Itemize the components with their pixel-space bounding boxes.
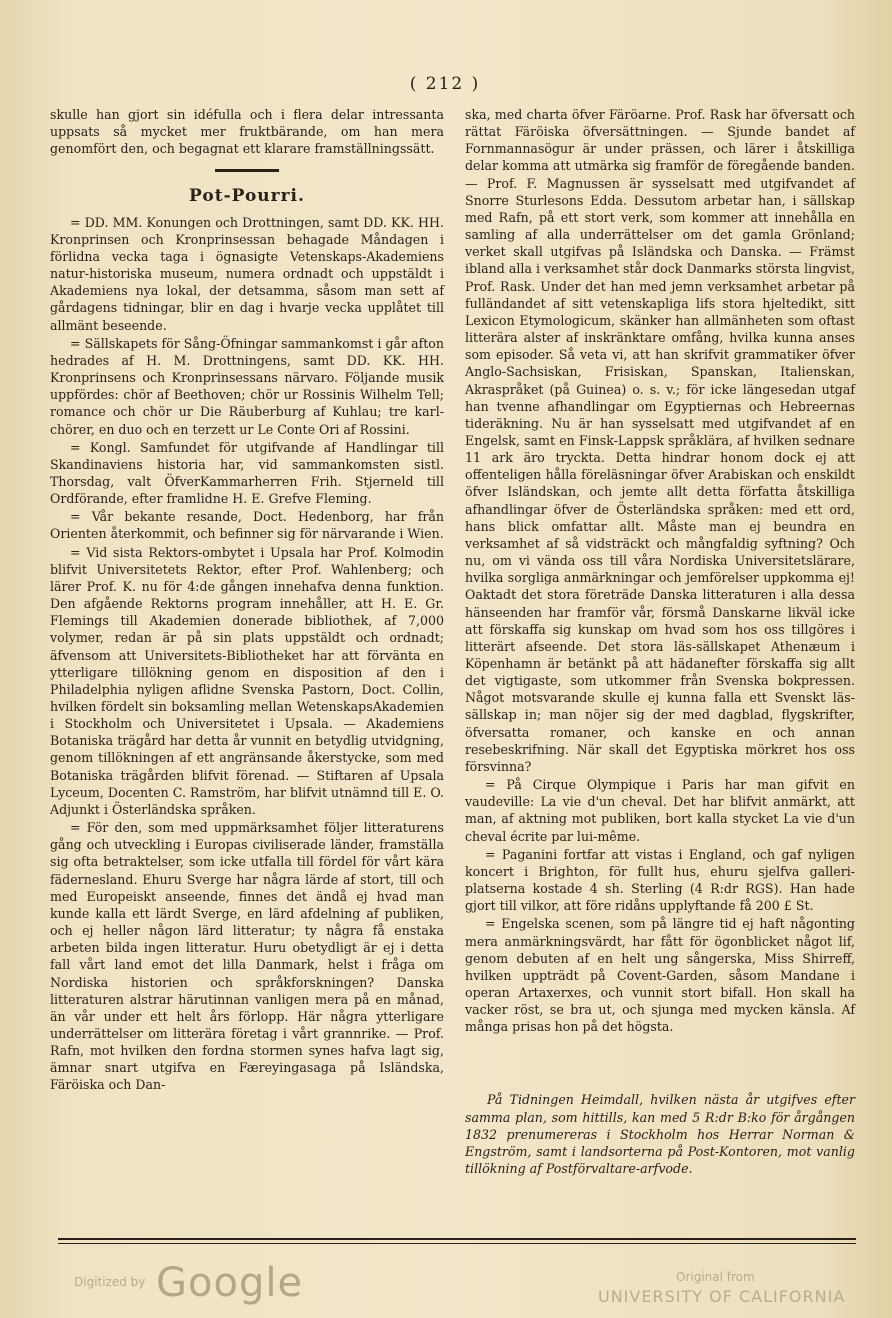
left-column (50, 106, 444, 1095)
article-paragraph: = För den, som med uppmärksamhet följer litteraturens gång och utveckling i Europas civiliserade länder, framställa sig ofta betraktelser, som icke utfalla till fördel för vårt kära fädernesland. Ehuru Sverge har några lärde af stort, till och med Europeiskt anseende, finnes det ändå ej hvad man kunde kalla ett lärdt Sverge, en lärd afdelning af publiken, och ej heller någon lärd litteratur; ty några få enstaka arbeten bilda ingen litteratur. Huru obetydligt är ej i detta fall vårt land emot det lilla Danmark, helst i fråga om Nordiska historien och språkforskningen? Danska litteraturen alstrar härutinnan vanligen mera på en månad, än vår under ett helt års förlopp. Här några ytterligare underrättelser om litterära företag i vårt grannrike. — Prof. Rafn, mot hvilken den fordna stormen synes hafva lagt sig, ämnar snart utgifva en Færeyingasaga på Isländska, Färöiska och Dan- (50, 820, 444, 1093)
bottom-rule (58, 1238, 856, 1240)
article-paragraph: = Paganini fortfar att vistas i England, och gaf nyligen koncert i Brighton, för fullt hus, ehuru sjelfva galleri-platserna kostade 4 sh. Sterling (4 R:dr RGS). Han hade gjort till vilkor, att före ridåns upplyftande få 200 £ St. (465, 846, 855, 914)
watermark-digitized-by: Digitized by (74, 1275, 146, 1289)
article-paragraph: = Vid sista Rektors-ombytet i Upsala har Prof. Kolmodin blifvit Universitetets Rektor, efter Prof. Wahlenberg; och lärer Prof. K. nu för 4:de gången innehafva denna funktion. Den afgående Rektorns program innehåller, att H. E. Gr. Flemings till Akademien donerade bibliothek, af 7,000 volymer, redan är på sin plats uppstäldt och ordnadt; äfvensom att Universitets-Bibliotheket har att förvänta en ytterligare tillökning genom en disposition af den i Philadelphia nyligen aflidne Svenska Pastorn, Doct. Collin, hvilken fördelt sin boksamling mellan WetenskapsAkademien i Stockholm och Universitetet i Upsala. — Akademiens Botaniska trägård har detta år vunnit en betydlig utvidgning, genom tillökningen af ett angränsande åkerstycke, som med Botaniska trägården blifvit förenad. — Stiftaren af Upsala Lyceum, Docenten C. Ramström, har blifvit utnämnd till E. O. Adjunkt i Österländska språken. (50, 544, 444, 817)
watermark-original-from: Original from (676, 1270, 755, 1284)
right-column (465, 106, 855, 1177)
article-paragraph: = Kongl. Samfundet för utgifvande af Handlingar till Skandinaviens historia har, vid sammankomsten sistl. Thorsdag, valt ÖfverKammarherren Frih. Stjerneld till Ordförande, efter framlidne H. E. Grefve Fleming. (50, 439, 444, 507)
intro-paragraph: skulle han gjort sin idéfulla och i flera delar intressanta uppsats så mycket mer fruktbärande, om han mera genomfört den, och begagnat ett klarare framställningssätt. (50, 107, 444, 157)
watermark-logo: Google (156, 1260, 304, 1306)
article-paragraph: = Vår bekante resande, Doct. Hedenborg, har från Orienten återkommit, och befinner sig för närvarande i Wien. (50, 509, 444, 542)
subscription-notice: På Tidningen Heimdall, hvilken nästa år utgifves efter samma plan, som hittills, kan med 5 R:dr B:ko för årgången 1832 prenumereras i Stockholm hos Herrar Norman & Engström, samt i landsorterna på Post-Kontoren, mot vanlig tillökning af Postförvaltare-arfvode. (465, 1092, 855, 1177)
article-paragraph: = Engelska scenen, som på längre tid ej haft någonting mera anmärkningsvärdt, har fått för ögonblicket något lif, genom debuten af en helt ung sångerska, Miss Shirreff, hvilken uppträdt på Covent-Garden, såsom Mandane i operan Artaxerxes, och vunnit stort bifall. Hon skall ha vacker röst, se bra ut, och sjunga med mycken känsla. Af många prisas hon på det högsta. (465, 916, 855, 1035)
section-divider (215, 169, 279, 172)
bottom-rule-thin (58, 1243, 856, 1244)
section-heading: Pot-Pourri. (189, 186, 305, 207)
watermark-source: UNIVERSITY OF CALIFORNIA (598, 1287, 846, 1306)
article-paragraph: = DD. MM. Konungen och Drottningen, samt DD. KK. HH. Kronprinsen och Kronprinsessan behagade Måndagen i förlidna vecka taga i ögnasigte Vetenskaps-Akademiens natur-historiska museum, numera ordnadt och uppstäldt i Akademiens nya lokal, der detsamma, såsom man sett af gårdagens tidningar, blir en dag i hvarje vecka upplåtet till allmänt beseende. (50, 214, 444, 333)
article-paragraph: ska, med charta öfver Färöarne. Prof. Rask har öfversatt och rättat Färöiska öfversättningen. — Sjunde bandet af Fornmannasögur är under prässen, och lärer i åtskilliga delar komma att utmärka sig framför de föregående banden. — Prof. F. Magnussen är sysselsatt med utgifvandet af Snorre Sturlesons Edda. Dessutom arbetar han, i sällskap med Rafn, på ett stort verk, som kommer att innehålla en samling af alla underrättelser om det gamla Grönland; verket skall utgifvas på Isländska och Danska. — Främst ibland alla i verksamhet står dock Danmarks största lingvist, Prof. Rask. Under det han med jemn verksamhet arbetar på fulländandet af sitt vetenskapliga lifs stora hjeltedikt, sitt Lexicon Etymologicum, skänker han allmänheten som oftast litterära alster af inskränktare omfång, hvilka kunna anses som episoder. Så veta vi, att han skrifvit grammatiker öfver Anglo-Sachsiskan, Frisiskan, Spanskan, Italienskan, Akraspråket (på Guinea) o. s. v.; för icke längesedan utgaf han tvenne afhandlingar om Egyptiernas och Hebreernas tideräkning. Nu är han sysselsatt med utgifvandet af en Engelsk, samt en Finsk-Lappsk språklära, af hvilken sednare 11 ark äro tryckta. Detta hindrar honom dock ej att offenteligen hålla föreläsningar öfver Arabiskan och enskildt öfver Isländskan, och jemte allt detta författa åtskilliga afhandlingar öfver de Österländska språken: med ett ord, hans blick omfattar allt. Måste man ej beundra en verksamhet af så vidsträckt och mångfaldig syftning? Och nu, om vi vända oss till våra Nordiska Universitetslärare, hvilka sorgliga anmärkningar och jemförelser uppkomma ej! Oaktadt det stora företräde Danska litteraturen i alla dessa hänseenden har framför vår, försmå Danskarne likväl icke att förskaffa sig kunskap om hvad som hos oss tillgöres i litterärt afseende. Det stora läs-sällskapet Athenæum i Köpenhamn är betänkt på att hädanefter förskaffa sig allt det vigtigaste, som utkommer från Svenska bokpressen. Något motsvarande skulle ej kunna falla ett Svenskt läs-sällskap in; man nöjer sig der med dagblad, flygskrifter, öfversatta romaner, och kanske en och annan resebeskrifning. När skall det Egyptiska mörkret hos oss försvinna? (465, 107, 855, 774)
article-paragraph: = Sällskapets för Sång-Öfningar sammankomst i går afton hedrades af H. M. Drottningens, samt DD. KK. HH. Kronprinsens och Kronprinsessans närvaro. Följande musik uppfördes: chör af Beethoven; chör ur Rossinis Wilhelm Tell; romance och chör ur Die Räuberburg af Kuhlau; tre karl-chörer, en duo och en terzett ur Le Conte Ori af Rossini. (50, 335, 444, 437)
page-number: ( 212 ) (409, 74, 481, 94)
article-paragraph: = På Cirque Olympique i Paris har man gifvit en vaudeville: La vie d'un cheval. Det har blifvit anmärkt, att man, af aktning mot publiken, bort kalla stycket La vie d'un cheval écrite par lui-même. (465, 777, 855, 844)
